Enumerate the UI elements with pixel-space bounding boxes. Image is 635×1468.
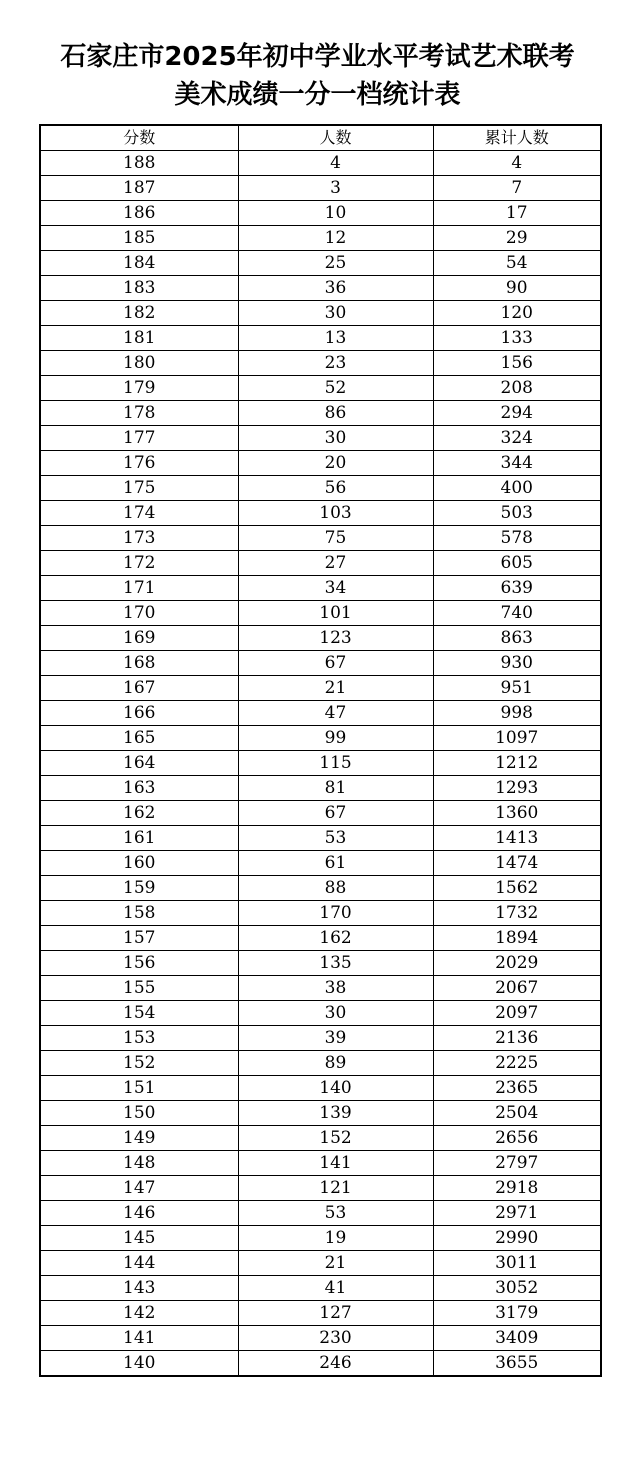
cell-count: 23 xyxy=(238,351,433,376)
cell-count: 10 xyxy=(238,201,433,226)
table-row xyxy=(40,176,601,201)
cell-count: 140 xyxy=(238,1076,433,1101)
cell-score: 166 xyxy=(40,701,238,726)
cell-cumulative: 2067 xyxy=(433,976,601,1001)
cell-count: 123 xyxy=(238,626,433,651)
cell-cumulative: 2225 xyxy=(433,1051,601,1076)
cell-cumulative: 400 xyxy=(433,476,601,501)
cell-cumulative: 324 xyxy=(433,426,601,451)
table-row xyxy=(40,626,601,651)
cell-score: 155 xyxy=(40,976,238,1001)
header-score: 分数 xyxy=(40,125,238,151)
cell-score: 158 xyxy=(40,901,238,926)
cell-count: 34 xyxy=(238,576,433,601)
table-row xyxy=(40,1201,601,1226)
cell-count: 67 xyxy=(238,651,433,676)
cell-count: 139 xyxy=(238,1101,433,1126)
cell-cumulative: 2918 xyxy=(433,1176,601,1201)
cell-cumulative: 90 xyxy=(433,276,601,301)
cell-score: 188 xyxy=(40,151,238,176)
table-row xyxy=(40,326,601,351)
table-row xyxy=(40,1026,601,1051)
table-row xyxy=(40,276,601,301)
cell-score: 162 xyxy=(40,801,238,826)
header-count: 人数 xyxy=(238,125,433,151)
cell-cumulative: 2097 xyxy=(433,1001,601,1026)
header-row xyxy=(40,125,601,151)
table-row xyxy=(40,751,601,776)
cell-score: 178 xyxy=(40,401,238,426)
table-row xyxy=(40,576,601,601)
cell-score: 165 xyxy=(40,726,238,751)
cell-count: 21 xyxy=(238,676,433,701)
cell-count: 121 xyxy=(238,1176,433,1201)
table-row xyxy=(40,876,601,901)
cell-count: 47 xyxy=(238,701,433,726)
cell-count: 115 xyxy=(238,751,433,776)
table-row xyxy=(40,926,601,951)
cell-score: 160 xyxy=(40,851,238,876)
table-row xyxy=(40,726,601,751)
cell-count: 127 xyxy=(238,1301,433,1326)
table-row xyxy=(40,676,601,701)
header-cumulative: 累计人数 xyxy=(433,125,601,151)
title-line-2: 美术成绩一分一档统计表 xyxy=(174,80,461,110)
cell-count: 13 xyxy=(238,326,433,351)
cell-cumulative: 863 xyxy=(433,626,601,651)
cell-cumulative: 3409 xyxy=(433,1326,601,1351)
cell-cumulative: 2971 xyxy=(433,1201,601,1226)
cell-cumulative: 1097 xyxy=(433,726,601,751)
cell-count: 103 xyxy=(238,501,433,526)
cell-score: 170 xyxy=(40,601,238,626)
cell-cumulative: 1413 xyxy=(433,826,601,851)
cell-cumulative: 2365 xyxy=(433,1076,601,1101)
cell-cumulative: 1293 xyxy=(433,776,601,801)
cell-count: 246 xyxy=(238,1351,433,1377)
cell-count: 21 xyxy=(238,1251,433,1276)
cell-score: 153 xyxy=(40,1026,238,1051)
cell-cumulative: 1732 xyxy=(433,901,601,926)
cell-count: 81 xyxy=(238,776,433,801)
cell-cumulative: 998 xyxy=(433,701,601,726)
cell-score: 184 xyxy=(40,251,238,276)
cell-cumulative: 639 xyxy=(433,576,601,601)
table-row xyxy=(40,151,601,176)
table-row xyxy=(40,426,601,451)
cell-cumulative: 17 xyxy=(433,201,601,226)
cell-score: 157 xyxy=(40,926,238,951)
cell-score: 141 xyxy=(40,1326,238,1351)
cell-score: 140 xyxy=(40,1351,238,1377)
cell-cumulative: 578 xyxy=(433,526,601,551)
table-row xyxy=(40,526,601,551)
cell-cumulative: 951 xyxy=(433,676,601,701)
table-row xyxy=(40,701,601,726)
cell-cumulative: 2136 xyxy=(433,1026,601,1051)
cell-count: 170 xyxy=(238,901,433,926)
cell-cumulative: 1212 xyxy=(433,751,601,776)
cell-score: 174 xyxy=(40,501,238,526)
cell-cumulative: 503 xyxy=(433,501,601,526)
table-row xyxy=(40,976,601,1001)
cell-score: 183 xyxy=(40,276,238,301)
cell-count: 30 xyxy=(238,1001,433,1026)
cell-cumulative: 740 xyxy=(433,601,601,626)
cell-count: 101 xyxy=(238,601,433,626)
table-row xyxy=(40,301,601,326)
table-row xyxy=(40,451,601,476)
cell-count: 53 xyxy=(238,1201,433,1226)
table-row xyxy=(40,651,601,676)
cell-cumulative: 29 xyxy=(433,226,601,251)
cell-score: 152 xyxy=(40,1051,238,1076)
cell-cumulative: 1474 xyxy=(433,851,601,876)
table-body xyxy=(40,151,601,1377)
cell-cumulative: 3655 xyxy=(433,1351,601,1377)
table-row xyxy=(40,226,601,251)
cell-score: 171 xyxy=(40,576,238,601)
cell-count: 89 xyxy=(238,1051,433,1076)
cell-score: 149 xyxy=(40,1126,238,1151)
table-row xyxy=(40,1251,601,1276)
cell-score: 156 xyxy=(40,951,238,976)
table-row xyxy=(40,601,601,626)
table-row xyxy=(40,351,601,376)
cell-score: 176 xyxy=(40,451,238,476)
table-row xyxy=(40,776,601,801)
cell-cumulative: 54 xyxy=(433,251,601,276)
cell-count: 36 xyxy=(238,276,433,301)
cell-cumulative: 208 xyxy=(433,376,601,401)
cell-count: 162 xyxy=(238,926,433,951)
cell-score: 168 xyxy=(40,651,238,676)
cell-score: 148 xyxy=(40,1151,238,1176)
cell-score: 164 xyxy=(40,751,238,776)
cell-count: 52 xyxy=(238,376,433,401)
cell-score: 185 xyxy=(40,226,238,251)
cell-score: 144 xyxy=(40,1251,238,1276)
table-row xyxy=(40,1226,601,1251)
cell-score: 154 xyxy=(40,1001,238,1026)
table-header xyxy=(40,125,601,151)
cell-count: 56 xyxy=(238,476,433,501)
table-row xyxy=(40,551,601,576)
cell-cumulative: 1360 xyxy=(433,801,601,826)
cell-count: 12 xyxy=(238,226,433,251)
cell-cumulative: 2797 xyxy=(433,1151,601,1176)
table-row xyxy=(40,1051,601,1076)
cell-count: 88 xyxy=(238,876,433,901)
cell-cumulative: 3011 xyxy=(433,1251,601,1276)
cell-cumulative: 7 xyxy=(433,176,601,201)
cell-score: 172 xyxy=(40,551,238,576)
cell-cumulative: 3052 xyxy=(433,1276,601,1301)
cell-count: 41 xyxy=(238,1276,433,1301)
cell-cumulative: 133 xyxy=(433,326,601,351)
cell-cumulative: 2504 xyxy=(433,1101,601,1126)
cell-score: 145 xyxy=(40,1226,238,1251)
cell-score: 187 xyxy=(40,176,238,201)
cell-cumulative: 2656 xyxy=(433,1126,601,1151)
cell-count: 30 xyxy=(238,301,433,326)
cell-count: 39 xyxy=(238,1026,433,1051)
cell-count: 99 xyxy=(238,726,433,751)
table-row xyxy=(40,501,601,526)
cell-count: 27 xyxy=(238,551,433,576)
cell-score: 175 xyxy=(40,476,238,501)
cell-count: 135 xyxy=(238,951,433,976)
cell-count: 53 xyxy=(238,826,433,851)
cell-count: 86 xyxy=(238,401,433,426)
table-row xyxy=(40,1351,601,1377)
cell-count: 25 xyxy=(238,251,433,276)
cell-count: 61 xyxy=(238,851,433,876)
cell-cumulative: 4 xyxy=(433,151,601,176)
table-row xyxy=(40,201,601,226)
cell-count: 4 xyxy=(238,151,433,176)
cell-count: 230 xyxy=(238,1326,433,1351)
cell-count: 75 xyxy=(238,526,433,551)
cell-cumulative: 3179 xyxy=(433,1301,601,1326)
cell-count: 38 xyxy=(238,976,433,1001)
cell-score: 146 xyxy=(40,1201,238,1226)
cell-cumulative: 120 xyxy=(433,301,601,326)
cell-count: 67 xyxy=(238,801,433,826)
table-row xyxy=(40,1126,601,1151)
table-row xyxy=(40,1101,601,1126)
table-row xyxy=(40,1326,601,1351)
cell-score: 163 xyxy=(40,776,238,801)
score-distribution-table xyxy=(39,124,602,1377)
cell-count: 141 xyxy=(238,1151,433,1176)
cell-score: 180 xyxy=(40,351,238,376)
table-row xyxy=(40,1001,601,1026)
cell-cumulative: 2990 xyxy=(433,1226,601,1251)
table-row xyxy=(40,801,601,826)
table-row xyxy=(40,1176,601,1201)
cell-cumulative: 930 xyxy=(433,651,601,676)
page-title xyxy=(0,38,635,114)
cell-cumulative: 344 xyxy=(433,451,601,476)
cell-score: 177 xyxy=(40,426,238,451)
table-row xyxy=(40,951,601,976)
table-row xyxy=(40,401,601,426)
table-row xyxy=(40,901,601,926)
table-row xyxy=(40,376,601,401)
cell-score: 159 xyxy=(40,876,238,901)
cell-score: 150 xyxy=(40,1101,238,1126)
cell-cumulative: 1562 xyxy=(433,876,601,901)
table-row xyxy=(40,251,601,276)
table-row xyxy=(40,851,601,876)
table-row xyxy=(40,1276,601,1301)
cell-cumulative: 2029 xyxy=(433,951,601,976)
cell-count: 19 xyxy=(238,1226,433,1251)
cell-count: 3 xyxy=(238,176,433,201)
cell-cumulative: 294 xyxy=(433,401,601,426)
cell-score: 186 xyxy=(40,201,238,226)
cell-score: 142 xyxy=(40,1301,238,1326)
table-row xyxy=(40,1301,601,1326)
cell-score: 179 xyxy=(40,376,238,401)
cell-count: 152 xyxy=(238,1126,433,1151)
cell-cumulative: 1894 xyxy=(433,926,601,951)
cell-score: 182 xyxy=(40,301,238,326)
cell-cumulative: 605 xyxy=(433,551,601,576)
table-row xyxy=(40,1151,601,1176)
cell-cumulative: 156 xyxy=(433,351,601,376)
cell-count: 20 xyxy=(238,451,433,476)
cell-score: 161 xyxy=(40,826,238,851)
cell-score: 167 xyxy=(40,676,238,701)
cell-count: 30 xyxy=(238,426,433,451)
table-row xyxy=(40,476,601,501)
cell-score: 173 xyxy=(40,526,238,551)
cell-score: 181 xyxy=(40,326,238,351)
cell-score: 151 xyxy=(40,1076,238,1101)
table-row xyxy=(40,1076,601,1101)
title-line-1: 石家庄市2025年初中学业水平考试艺术联考 xyxy=(60,42,575,72)
cell-score: 147 xyxy=(40,1176,238,1201)
cell-score: 169 xyxy=(40,626,238,651)
table-row xyxy=(40,826,601,851)
cell-score: 143 xyxy=(40,1276,238,1301)
